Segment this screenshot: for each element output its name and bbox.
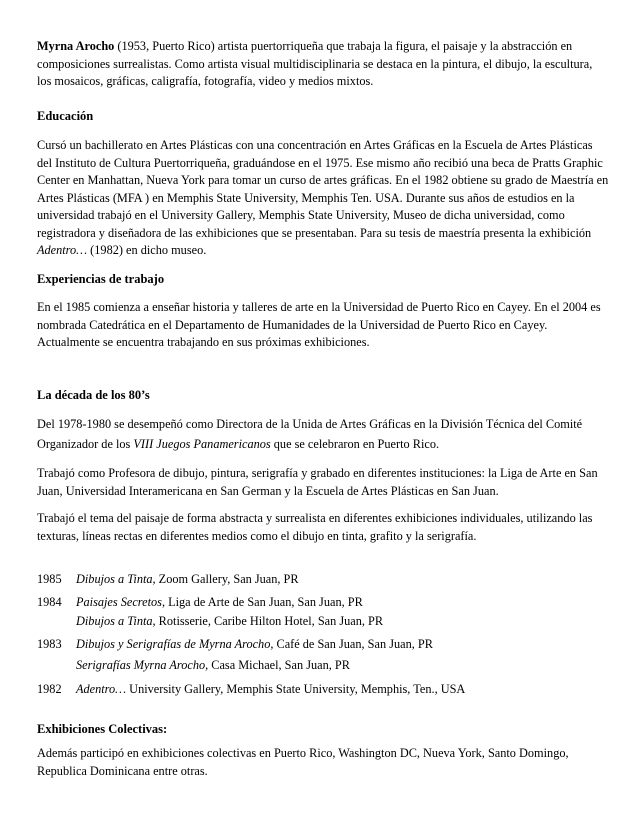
exhibition-year: 1983	[37, 637, 62, 651]
education-text-end: (1982) en dicho museo.	[87, 243, 207, 257]
exhibition-venue: University Gallery, Memphis State University, Memphis, Ten., USA	[126, 682, 466, 696]
exhibition-venue: Rotisserie, Caribe Hilton Hotel, San Juan, PR	[155, 614, 384, 628]
exhibition-title: Adentro…	[76, 682, 127, 696]
work-heading: Experiencias de trabajo	[37, 272, 165, 286]
collective-paragraph: Además participó en exhibiciones colectivas en Puerto Rico, Washington DC, Nueva York, Santo Domingo, Republica Dominicana entre otras.	[37, 746, 569, 778]
exhibition-venue: Zoom Gallery, San Juan, PR	[155, 572, 299, 586]
education-heading: Educación	[37, 109, 94, 123]
bio-text: (1953, Puerto Rico) artista puertorriqueña que trabaja la figura, el paisaje y la abstracción en composiciones surrealistas. Como artista visual multidisciplinaria se destaca en la pintura, el dibujo, la escultura, los mosaicos, gráficas, caligrafía, fotografía, video y medios mixtos.	[37, 39, 593, 88]
eighties-p1-text: Del 1978-1980 se desempeñó como Directora de la Unida de Artes Gráficas en la División Técnica del Comité Organizador de los	[37, 417, 583, 451]
games-title: VIII Juegos Panamericanos	[133, 436, 271, 451]
exhibition-venue: Casa Michael, San Juan, PR	[208, 658, 350, 672]
exhibition-title: Dibujos a Tinta,	[76, 572, 156, 586]
artist-name: Myrna Arocho	[37, 39, 115, 53]
thesis-title: Adentro…	[37, 243, 88, 257]
exhibition-title: Dibujos y Serigrafías de Myrna Arocho,	[76, 637, 274, 651]
eighties-paragraph-1	[37, 415, 609, 454]
exhibition-year: 1985	[37, 572, 62, 586]
exhibition-title: Dibujos a Tinta,	[76, 614, 156, 628]
education-paragraph	[37, 137, 609, 260]
exhibition-title: Serigrafías Myrna Arocho,	[76, 658, 209, 672]
eighties-heading: La década de los 80’s	[37, 388, 150, 402]
eighties-paragraph-2: Trabajó como Profesora de dibujo, pintura, serigrafía y grabado en diferentes instituciones: la Liga de Arte en San Juan, Universidad Interamericana en San German y la Escuela de Artes Plásticas en San Juan.	[37, 466, 598, 498]
eighties-p1-end: que se celebraron en Puerto Rico.	[270, 436, 440, 451]
bio-paragraph	[37, 38, 609, 91]
exhibition-venue: Café de San Juan, San Juan, PR	[273, 637, 433, 651]
exhibition-title: Paisajes Secretos,	[76, 595, 166, 609]
eighties-paragraph-3: Trabajó el tema del paisaje de forma abstracta y surrealista en diferentes exhibiciones individuales, utilizando las texturas, líneas rectas en diferentes medios como el dibujo en tinta, grafito y la serigrafía.	[37, 511, 593, 543]
work-paragraph: En el 1985 comienza a enseñar historia y talleres de arte en la Universidad de Puerto Rico en Cayey. En el 2004 es nombrada Catedrática en el Departamento de Humanidades de la Universidad de Puerto Rico en Cayey. Actualmente se encuentra trabajando en sus próximas exhibiciones.	[37, 300, 601, 349]
exhibition-year: 1984	[37, 595, 62, 609]
collective-heading: Exhibiciones Colectivas:	[37, 722, 168, 736]
education-text: Cursó un bachillerato en Artes Plásticas con una concentración en Artes Gráficas en la Escuela de Artes Plásticas del Instituto de Cultura Puertorriqueña, graduándose en el 1975. Ese mismo año recibió una beca de Pratts Graphic Center en Manhattan, Nueva York para tomar un curso de artes gráficas. En el 1982 obtiene su grado de Maestría en Artes Plásticas (MFA ) en Memphis State University, Memphis Ten. USA. Durante sus años de estudios en la universidad trabajó en el University Gallery, Memphis State University, Museo de dicha universidad, como registradora y diseñadora de las exhibiciones que se presentaban. Para su tesis de maestría presenta la exhibición	[37, 138, 609, 240]
exhibition-venue: Liga de Arte de San Juan, San Juan, PR	[165, 595, 363, 609]
exhibition-year: 1982	[37, 682, 62, 696]
